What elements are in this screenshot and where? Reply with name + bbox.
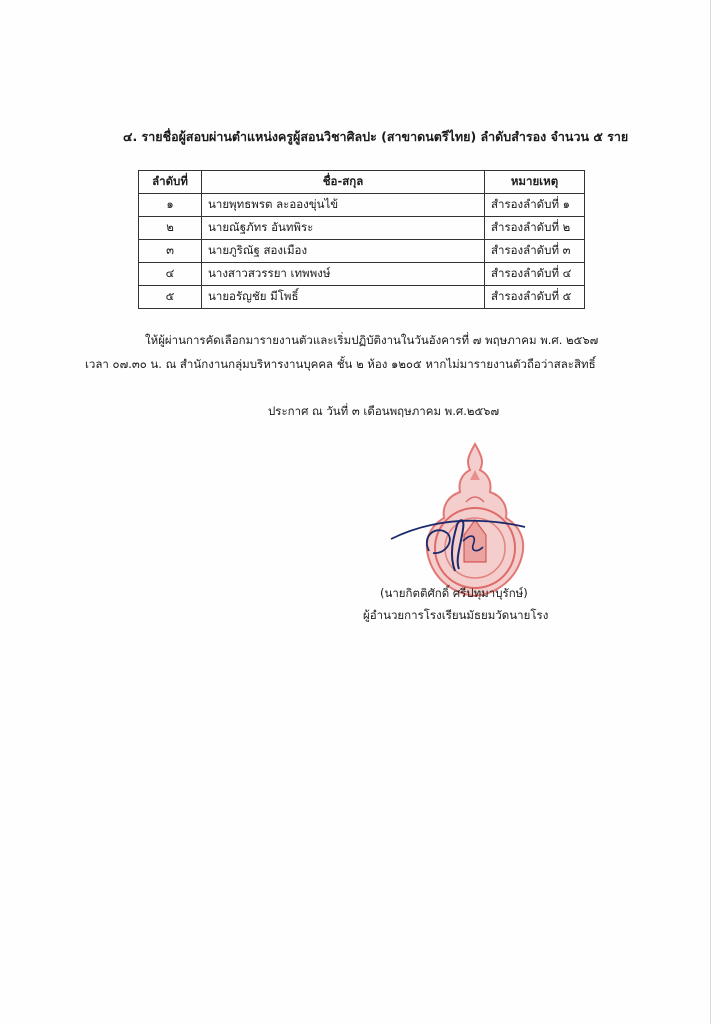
row-order: ๕ [139, 286, 202, 309]
announcement-date: ประกาศ ณ วันที่ ๓ เดือนพฤษภาคม พ.ศ.๒๕๖๗ [268, 404, 500, 418]
row-order: ๔ [139, 263, 202, 286]
table-row [139, 240, 585, 263]
row-note: สำรองลำดับที่ ๔ [485, 263, 585, 286]
row-note: สำรองลำดับที่ ๑ [485, 194, 585, 217]
row-order: ๓ [139, 240, 202, 263]
report-instruction-line1: ให้ผู้ผ่านการคัดเลือกมารายงานตัวและเริ่มปฏิบัติงานในวันอังคารที่ ๗ พฤษภาคม พ.ศ. ๒๕๖๗ [145, 333, 599, 347]
table-row [139, 194, 585, 217]
row-name: นายณัฐภัทร อันทพิระ [202, 217, 485, 240]
signer-title: ผู้อำนวยการโรงเรียนมัธยมวัดนายโรง [363, 608, 549, 622]
row-note: สำรองลำดับที่ ๓ [485, 240, 585, 263]
column-header-order: ลำดับที่ [139, 171, 202, 194]
table-row [139, 217, 585, 240]
row-name: นายอรัญชัย มีโพธิ์ [202, 286, 485, 309]
table-row [139, 286, 585, 309]
signer-name: (นายกิตติศักดิ์ ศรีปทุมาบุรักษ์) [380, 586, 528, 600]
column-header-name: ชื่อ-สกุล [202, 171, 485, 194]
signature-icon [385, 505, 530, 575]
row-note: สำรองลำดับที่ ๕ [485, 286, 585, 309]
row-order: ๒ [139, 217, 202, 240]
results-table [138, 170, 585, 309]
row-order: ๑ [139, 194, 202, 217]
section-heading: ๔. รายชื่อผู้สอบผ่านตำแหน่งครูผู้สอนวิชาศิลปะ (สาขาดนตรีไทย) ลำดับสำรอง จำนวน ๕ ราย [123, 129, 629, 144]
table-header-row [139, 171, 585, 194]
report-instruction-line2: เวลา ๐๗.๓๐ น. ณ สำนักงานกลุ่มบริหารงานบุคคล ชั้น ๒ ห้อง ๑๒๐๕ หากไม่มารายงานตัวถือว่าสละสิทธิ์ [85, 357, 596, 371]
page-edge-divider [710, 0, 711, 1024]
row-note: สำรองลำดับที่ ๒ [485, 217, 585, 240]
row-name: นายพุทธพรต ละอองขุ่นไข้ [202, 194, 485, 217]
table-row [139, 263, 585, 286]
row-name: นางสาวสวรรยา เทพพงษ์ [202, 263, 485, 286]
row-name: นายภูริณัฐ สองเมือง [202, 240, 485, 263]
column-header-note: หมายเหตุ [485, 171, 585, 194]
